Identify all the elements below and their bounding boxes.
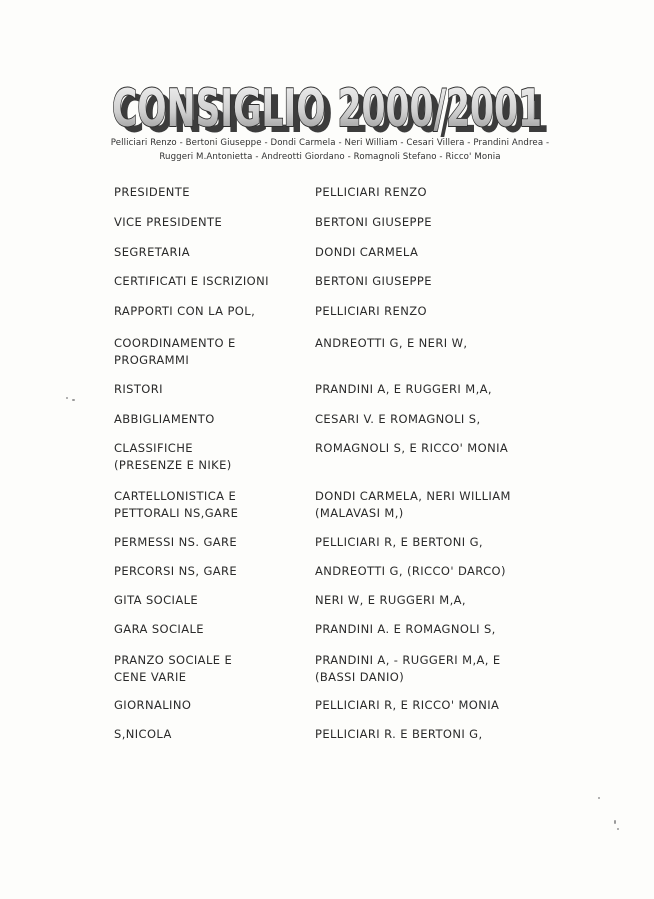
scan-speck (614, 820, 616, 824)
role-person: CESARI V. E ROMAGNOLI S, (315, 412, 481, 426)
title-shadow: CONSIGLIO 2000/2001 (119, 84, 549, 140)
scan-speck (598, 797, 600, 799)
role-person: DONDI CARMELA (315, 245, 419, 259)
title-wordart (112, 62, 557, 140)
role-label: CARTELLONISTICA E PETTORALI NS,GARE (114, 489, 239, 520)
role-label: GARA SOCIALE (114, 622, 204, 636)
role-person: PELLICIARI R, E RICCO' MONIA (315, 698, 500, 712)
role-label: PERMESSI NS. GARE (114, 535, 238, 549)
council-members (100, 136, 560, 164)
scan-speck (66, 397, 68, 399)
role-label: S,NICOLA (114, 727, 172, 741)
role-person: ANDREOTTI G, (RICCO' DARCO) (315, 564, 506, 578)
role-person: PRANDINI A, - RUGGERI M,A, E (BASSI DANIO) (315, 653, 501, 684)
title-text: CONSIGLIO 2000/2001 (112, 78, 542, 139)
role-person: BERTONI GIUSEPPE (315, 215, 432, 229)
role-person: NERI W, E RUGGERI M,A, (315, 593, 466, 607)
role-label: GITA SOCIALE (114, 593, 199, 607)
role-person: PELLICIARI RENZO (315, 304, 427, 318)
role-label: VICE PRESIDENTE (114, 215, 223, 229)
members-line-2: Ruggeri M.Antonietta - Andreotti Giordano - Romagnoli Stefano - Ricco' Monia (159, 152, 501, 162)
role-label: SEGRETARIA (114, 245, 190, 259)
role-person: BERTONI GIUSEPPE (315, 274, 432, 288)
scan-speck (617, 828, 619, 830)
role-label: GIORNALINO (114, 698, 192, 712)
members-line-1: Pelliciari Renzo - Bertoni Giuseppe - Dondi Carmela - Neri William - Cesari Villera - Prandini Andrea - (110, 138, 550, 148)
role-person: PRANDINI A. E ROMAGNOLI S, (315, 622, 496, 636)
role-label: RISTORI (114, 382, 163, 396)
role-person: ANDREOTTI G, E NERI W, (315, 336, 468, 350)
role-person: ROMAGNOLI S, E RICCO' MONIA (315, 441, 509, 455)
role-label: CERTIFICATI E ISCRIZIONI (114, 274, 269, 288)
role-person: PELLICIARI R. E BERTONI G, (315, 727, 483, 741)
role-person: PELLICIARI RENZO (315, 185, 427, 199)
role-label: ABBIGLIAMENTO (114, 412, 215, 426)
role-person: PRANDINI A, E RUGGERI M,A, (315, 382, 492, 396)
role-label: RAPPORTI CON LA POL, (114, 304, 256, 318)
page-title (112, 62, 557, 140)
role-person: PELLICIARI R, E BERTONI G, (315, 535, 483, 549)
role-label: PERCORSI NS, GARE (114, 564, 238, 578)
role-label: CLASSIFICHE (PRESENZE E NIKE) (114, 441, 232, 472)
role-person: DONDI CARMELA, NERI WILLIAM (MALAVASI M,) (315, 489, 511, 520)
role-label: PRANZO SOCIALE E CENE VARIE (114, 653, 233, 684)
scan-speck (72, 399, 75, 401)
role-label: PRESIDENTE (114, 185, 190, 199)
role-label: COORDINAMENTO E PROGRAMMI (114, 336, 236, 367)
